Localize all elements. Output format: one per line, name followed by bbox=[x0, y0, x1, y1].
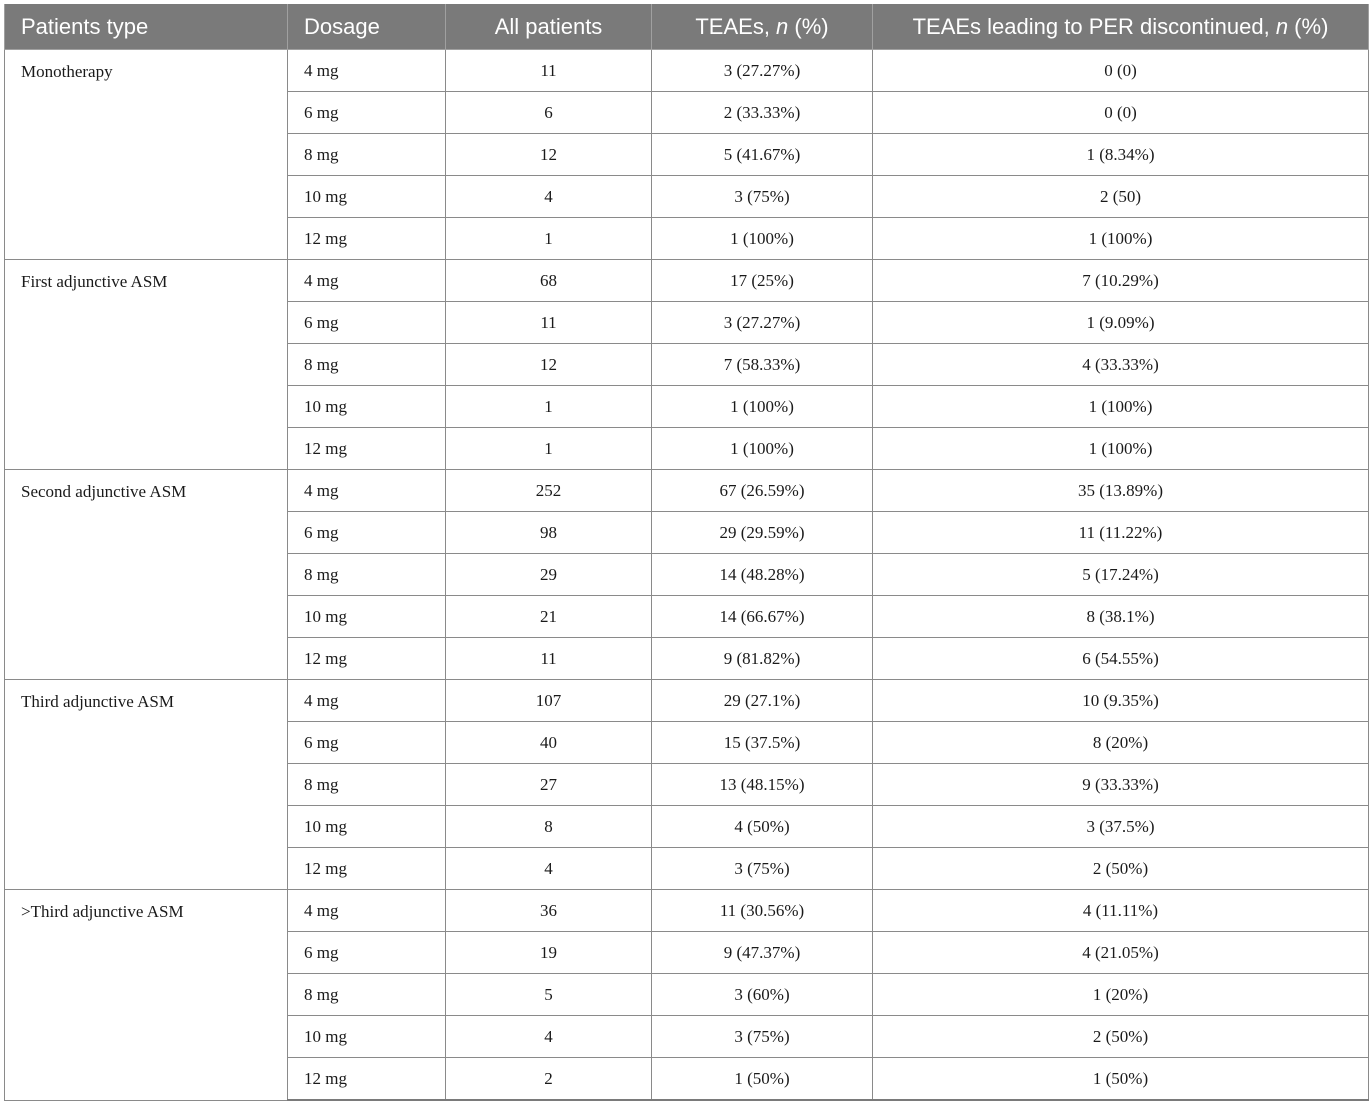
patients-type-cell: >Third adjunctive ASM bbox=[5, 890, 288, 1101]
header-all-patients: All patients bbox=[446, 4, 652, 50]
teaes-cell: 67 (26.59%) bbox=[652, 470, 873, 512]
all-patients-cell: 12 bbox=[446, 344, 652, 386]
header-teaes-pct: (%) bbox=[788, 13, 829, 39]
teaes-cell: 1 (50%) bbox=[652, 1058, 873, 1101]
all-patients-cell: 107 bbox=[446, 680, 652, 722]
header-dosage: Dosage bbox=[288, 4, 446, 50]
discontinued-cell: 5 (17.24%) bbox=[873, 554, 1369, 596]
teaes-cell: 4 (50%) bbox=[652, 806, 873, 848]
teaes-cell: 5 (41.67%) bbox=[652, 134, 873, 176]
all-patients-cell: 11 bbox=[446, 50, 652, 92]
all-patients-cell: 1 bbox=[446, 218, 652, 260]
teaes-cell: 15 (37.5%) bbox=[652, 722, 873, 764]
teaes-cell: 2 (33.33%) bbox=[652, 92, 873, 134]
patients-type-cell: Second adjunctive ASM bbox=[5, 470, 288, 680]
teaes-cell: 14 (66.67%) bbox=[652, 596, 873, 638]
discontinued-cell: 1 (20%) bbox=[873, 974, 1369, 1016]
dosage-cell: 8 mg bbox=[288, 554, 446, 596]
dosage-cell: 10 mg bbox=[288, 1016, 446, 1058]
table-row bbox=[5, 680, 1369, 722]
teaes-cell: 3 (75%) bbox=[652, 1016, 873, 1058]
all-patients-cell: 1 bbox=[446, 428, 652, 470]
dosage-cell: 12 mg bbox=[288, 428, 446, 470]
discontinued-cell: 4 (11.11%) bbox=[873, 890, 1369, 932]
discontinued-cell: 4 (33.33%) bbox=[873, 344, 1369, 386]
all-patients-cell: 4 bbox=[446, 176, 652, 218]
teaes-cell: 3 (60%) bbox=[652, 974, 873, 1016]
discontinued-cell: 7 (10.29%) bbox=[873, 260, 1369, 302]
teaes-cell: 29 (29.59%) bbox=[652, 512, 873, 554]
all-patients-cell: 12 bbox=[446, 134, 652, 176]
discontinued-cell: 4 (21.05%) bbox=[873, 932, 1369, 974]
dosage-cell: 4 mg bbox=[288, 50, 446, 92]
teaes-cell: 9 (47.37%) bbox=[652, 932, 873, 974]
teaes-cell: 11 (30.56%) bbox=[652, 890, 873, 932]
table-body bbox=[5, 50, 1369, 1101]
discontinued-cell: 1 (100%) bbox=[873, 386, 1369, 428]
discontinued-cell: 0 (0) bbox=[873, 50, 1369, 92]
dosage-cell: 6 mg bbox=[288, 512, 446, 554]
all-patients-cell: 21 bbox=[446, 596, 652, 638]
all-patients-cell: 98 bbox=[446, 512, 652, 554]
table-row bbox=[5, 50, 1369, 92]
all-patients-cell: 19 bbox=[446, 932, 652, 974]
discontinued-cell: 1 (50%) bbox=[873, 1058, 1369, 1101]
teaes-cell: 1 (100%) bbox=[652, 218, 873, 260]
dosage-cell: 10 mg bbox=[288, 176, 446, 218]
dosage-cell: 6 mg bbox=[288, 302, 446, 344]
dosage-cell: 4 mg bbox=[288, 260, 446, 302]
dosage-cell: 6 mg bbox=[288, 92, 446, 134]
all-patients-cell: 29 bbox=[446, 554, 652, 596]
header-discontinued bbox=[873, 4, 1369, 50]
dosage-cell: 8 mg bbox=[288, 764, 446, 806]
all-patients-cell: 40 bbox=[446, 722, 652, 764]
discontinued-cell: 2 (50%) bbox=[873, 848, 1369, 890]
teaes-cell: 3 (27.27%) bbox=[652, 50, 873, 92]
dosage-cell: 8 mg bbox=[288, 344, 446, 386]
teaes-cell: 3 (75%) bbox=[652, 848, 873, 890]
dosage-cell: 12 mg bbox=[288, 1058, 446, 1101]
dosage-cell: 8 mg bbox=[288, 134, 446, 176]
dosage-cell: 4 mg bbox=[288, 470, 446, 512]
all-patients-cell: 5 bbox=[446, 974, 652, 1016]
all-patients-cell: 6 bbox=[446, 92, 652, 134]
all-patients-cell: 4 bbox=[446, 1016, 652, 1058]
dosage-cell: 12 mg bbox=[288, 638, 446, 680]
teaes-cell: 13 (48.15%) bbox=[652, 764, 873, 806]
table-row bbox=[5, 890, 1369, 932]
all-patients-cell: 68 bbox=[446, 260, 652, 302]
discontinued-cell: 2 (50%) bbox=[873, 1016, 1369, 1058]
all-patients-cell: 1 bbox=[446, 386, 652, 428]
discontinued-cell: 35 (13.89%) bbox=[873, 470, 1369, 512]
teaes-cell: 3 (75%) bbox=[652, 176, 873, 218]
header-teaes bbox=[652, 4, 873, 50]
table-row bbox=[5, 260, 1369, 302]
header-teaes-label: TEAEs, bbox=[695, 13, 777, 39]
dosage-cell: 8 mg bbox=[288, 974, 446, 1016]
teaes-cell: 1 (100%) bbox=[652, 428, 873, 470]
dosage-cell: 4 mg bbox=[288, 680, 446, 722]
dosage-cell: 6 mg bbox=[288, 722, 446, 764]
all-patients-cell: 4 bbox=[446, 848, 652, 890]
header-row bbox=[5, 4, 1369, 50]
discontinued-cell: 10 (9.35%) bbox=[873, 680, 1369, 722]
teae-table bbox=[4, 4, 1369, 1101]
patients-type-cell: Third adjunctive ASM bbox=[5, 680, 288, 890]
teaes-cell: 17 (25%) bbox=[652, 260, 873, 302]
teaes-cell: 14 (48.28%) bbox=[652, 554, 873, 596]
teaes-cell: 3 (27.27%) bbox=[652, 302, 873, 344]
dosage-cell: 6 mg bbox=[288, 932, 446, 974]
all-patients-cell: 252 bbox=[446, 470, 652, 512]
teaes-cell: 7 (58.33%) bbox=[652, 344, 873, 386]
dosage-cell: 4 mg bbox=[288, 890, 446, 932]
teaes-cell: 29 (27.1%) bbox=[652, 680, 873, 722]
table-header bbox=[5, 4, 1369, 50]
header-discontinued-pct: (%) bbox=[1288, 13, 1329, 39]
all-patients-cell: 11 bbox=[446, 302, 652, 344]
discontinued-cell: 6 (54.55%) bbox=[873, 638, 1369, 680]
discontinued-cell: 1 (9.09%) bbox=[873, 302, 1369, 344]
discontinued-cell: 3 (37.5%) bbox=[873, 806, 1369, 848]
all-patients-cell: 27 bbox=[446, 764, 652, 806]
teaes-cell: 9 (81.82%) bbox=[652, 638, 873, 680]
discontinued-cell: 1 (100%) bbox=[873, 428, 1369, 470]
discontinued-cell: 9 (33.33%) bbox=[873, 764, 1369, 806]
all-patients-cell: 11 bbox=[446, 638, 652, 680]
patients-type-cell: Monotherapy bbox=[5, 50, 288, 260]
discontinued-cell: 0 (0) bbox=[873, 92, 1369, 134]
discontinued-cell: 1 (100%) bbox=[873, 218, 1369, 260]
discontinued-cell: 11 (11.22%) bbox=[873, 512, 1369, 554]
table-row bbox=[5, 470, 1369, 512]
dosage-cell: 10 mg bbox=[288, 596, 446, 638]
teaes-cell: 1 (100%) bbox=[652, 386, 873, 428]
discontinued-cell: 8 (20%) bbox=[873, 722, 1369, 764]
header-patients-type: Patients type bbox=[5, 4, 288, 50]
dosage-cell: 10 mg bbox=[288, 386, 446, 428]
discontinued-cell: 8 (38.1%) bbox=[873, 596, 1369, 638]
all-patients-cell: 2 bbox=[446, 1058, 652, 1101]
dosage-cell: 12 mg bbox=[288, 848, 446, 890]
dosage-cell: 10 mg bbox=[288, 806, 446, 848]
discontinued-cell: 1 (8.34%) bbox=[873, 134, 1369, 176]
discontinued-cell: 2 (50) bbox=[873, 176, 1369, 218]
patients-type-cell: First adjunctive ASM bbox=[5, 260, 288, 470]
header-teaes-n: n bbox=[776, 13, 789, 39]
all-patients-cell: 36 bbox=[446, 890, 652, 932]
all-patients-cell: 8 bbox=[446, 806, 652, 848]
dosage-cell: 12 mg bbox=[288, 218, 446, 260]
header-discontinued-label: TEAEs leading to PER discontinued, bbox=[912, 13, 1276, 39]
header-discontinued-n: n bbox=[1275, 13, 1289, 39]
